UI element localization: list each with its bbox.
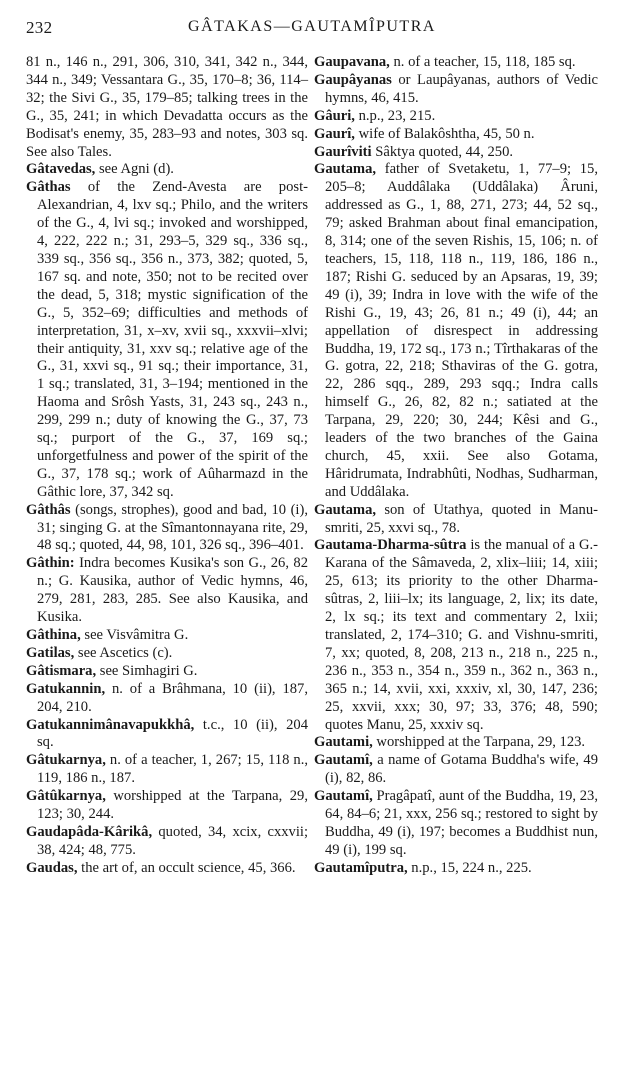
index-entry <box>314 72 598 108</box>
entry-text: a name of Gotama Buddha's wife, 49 (i), 82, 86. <box>325 752 598 787</box>
entry-headword: Gautama, <box>314 501 377 518</box>
left-column <box>26 54 308 878</box>
entry-headword: Gautamî, <box>314 788 373 805</box>
entry-text: n.p., 23, 215. <box>354 107 436 124</box>
entry-text: son of Utathya, quoted in Manu-smriti, 25, xxvi sq., 78. <box>325 501 598 536</box>
entry-text: 81 n., 146 n., 291, 306, 310, 341, 342 n., 344, 344 n., 349; Vessantara G., 35, 170–8; 36, 114–32; the Sivi G., 35, 179–85; talking trees in the G., 35, 241; in which Devadatta occurs as the Bodisat's enemy, 35, 283–93 and notes, 303 sq. See also Tales. <box>26 54 308 160</box>
index-entry <box>26 627 308 645</box>
entry-headword: Gaupavana, <box>314 54 390 70</box>
entry-text: wife of Balakôshtha, 45, 50 n. <box>354 125 535 142</box>
entry-text: or Laupâyanas, authors of Vedic hymns, 46, 415. <box>325 71 598 106</box>
index-entry <box>314 788 598 860</box>
entry-text: n. of a Brâhmana, 10 (ii), 187, 204, 210. <box>37 680 308 715</box>
entry-headword: Gautamî, <box>314 752 373 769</box>
entry-text: worshipped at the Tarpana, 29, 123; 30, 244. <box>37 788 308 823</box>
index-entry <box>26 502 308 556</box>
running-head: GÂTAKAS—GAUTAMÎPUTRA <box>188 18 436 35</box>
entry-text: of the Zend-Avesta are post-Alexandrian, 4, lxv sq.; Philo, and the writers of the G., 4, lvi sq.; invoked and worshipped, 4, 222, 222 n.; 31, 293–5, 329 sq., 336 sq., 339 sq., 356 sq., 356 n., 373, 382; quoted, 5, 167 sq. and note, 350; not to be recited over the dead, 5, 318; mystic signification of the G., 5, 352–69; difficulties and methods of interpretation, 31, x–xv, xvii sq., xxxvii–xlvi; their antiquity, 31, xxv sq.; relative age of the G., 31, xxvi sq., 91 sq.; their importance, 31, 1 sq.; translated, 31, 3–194; mentioned in the Haoma and Srôsh Yasts, 31, 243 sq., 243 n., 299, 299 n.; duty of knowing the G., 37, 73 sq.; purport of the G., 37, 169 sq.; unforgetfulness and power of the spirit of the G., 37, 178 sq.; work of Aûharmazd in the Gâthic lore, 37, 342 sq. <box>37 179 308 500</box>
entry-text: see Agni (d). <box>95 161 174 178</box>
index-entry <box>314 502 598 538</box>
entry-text: worshipped at the Tarpana, 29, 123. <box>372 734 586 751</box>
entry-headword: Gatukannimânavapukkhâ, <box>26 716 195 733</box>
index-entry <box>314 54 598 72</box>
entry-headword: Gatukannin, <box>26 680 106 697</box>
entry-text: Pragâpatî, aunt of the Buddha, 19, 23, 64, 84–6; 21, xxx, 256 sq.; restored to sight by Buddha, 49 (i), 197; becomes a Buddhist nun, 49 (i), 199 sq. <box>325 788 598 858</box>
entry-headword: Gâthâs <box>26 501 71 518</box>
entry-headword: Gâtukarnya, <box>26 752 106 769</box>
entry-text: (songs, strophes), good and bad, 10 (i), 31; singing G. at the Sîmantonnayana rite, 29, 48 sq.; quoted, 44, 98, 101, 326 sq., 396–401. <box>37 501 308 554</box>
index-columns <box>26 54 598 878</box>
index-entry <box>314 734 598 752</box>
entry-text: Indra becomes Kusika's son G., 26, 82 n.; G. Kausika, author of Vedic hymns, 46, 279, 281, 283, 285. See also Kausika, and Kusika. <box>37 555 308 626</box>
entry-headword: Gautama, <box>314 161 377 178</box>
entry-text: see Visvâmitra G. <box>80 627 189 643</box>
entry-text: see Ascetics (c). <box>74 644 173 661</box>
index-entry <box>26 681 308 717</box>
index-entry <box>314 161 598 501</box>
index-entry <box>314 126 598 144</box>
entry-headword: Gâuri, <box>314 107 355 124</box>
index-entry <box>26 860 308 878</box>
entry-text: n.p., 15, 224 n., 225. <box>407 859 532 876</box>
entry-text: quoted, 34, xcix, cxxvii; 38, 424; 48, 775. <box>37 823 308 858</box>
entry-text: see Simhagiri G. <box>96 662 198 679</box>
index-entry <box>314 752 598 788</box>
index-entry <box>26 555 308 627</box>
entry-headword: Gâtavedas, <box>26 161 96 178</box>
entry-text: is the manual of a G.-Karana of the Sâmaveda, 2, xlix–liii; 14, xiii; 25, 613; its priority to the other Dharma-sûtras, 2, liii–lx; its language, 2, lix; its date, 2, lx sq.; its text and commentary 2, lxii; translated, 2, 174–310; G. and Vishnu-smriti, 7, xx; quoted, 8, 208, 213 n., 218 n., 225 n., 236 n., 353 n., 354 n., 359 n., 362 n., 363 n., 365 n.; 14, xvii, xxi, xxxiv, xl, 30, 147, 236; 25, xxvii, xxx; 30, 97; 33, 376; 48, 590; quotes Manu, 25, xxxiv sq. <box>325 537 598 733</box>
entry-headword: Gâthas <box>26 179 71 196</box>
entry-text: n. of a teacher, 15, 118, 185 sq. <box>389 54 576 70</box>
entry-text: father of Svetaketu, 1, 77–9; 15, 205–8; Auddâlaka (Uddâlaka) Âruni, addressed as G., 1, 88, 271, 273; 44, 52 sq., 79; asked Brahman about final emancipation, 8, 314; one of the seven Rishis, 15, 106; n. of teachers, 15, 118, 118 n., 119, 186, 186 n., 187; Rishi G. seduced by an Apsaras, 19, 39; 49 (i), 39; Indra in love with the wife of the Rishi G., 19, 43; 26, 81 n.; 49 (i), 44; an appellation of disrespect in addressing Buddha, 19, 172 sq., 173 n.; Tîrthakaras of the G. gotra, 22, 218; Sthaviras of the G. gotra, 22, 286 sqq., 289, 293 sqq.; Indra calls himself G., 26, 82, 82 n.; satiated at the Tarpana, 29, 220; 30, 244; Kêsi and G., leaders of the two branches of the Gaina church, 45, xxii. See also Gotama, Hâridrumata, Indrabhûti, Nodhas, Sudharman, and Uddâlaka. <box>325 161 598 500</box>
index-entry <box>314 537 598 734</box>
index-entry <box>26 645 308 663</box>
entry-headword: Gâtismara, <box>26 662 97 679</box>
entry-headword: Gâthin: <box>26 555 75 572</box>
index-entry <box>26 752 308 788</box>
page-number: 232 <box>26 18 53 37</box>
entry-headword: Gâthina, <box>26 627 81 643</box>
entry-text: n. of a teacher, 1, 267; 15, 118 n., 119, 186 n., 187. <box>37 752 308 787</box>
right-column <box>314 54 598 878</box>
index-entry <box>314 108 598 126</box>
entry-headword: Gaudas, <box>26 859 78 876</box>
entry-headword: Gaupâyanas <box>314 71 392 88</box>
index-entry <box>26 663 308 681</box>
entry-headword: Gatilas, <box>26 644 75 661</box>
entry-headword: Gaurîviti <box>314 143 372 160</box>
entry-headword: Gaudapâda-Kârikâ, <box>26 823 153 840</box>
index-entry <box>314 144 598 162</box>
index-entry <box>26 717 308 753</box>
entry-headword: Gaurî, <box>314 125 355 142</box>
index-entry <box>26 824 308 860</box>
entry-headword: Gautami, <box>314 734 373 751</box>
index-entry <box>26 788 308 824</box>
entry-headword: Gautamîputra, <box>314 859 408 876</box>
entry-text: the art of, an occult science, 45, 366. <box>77 859 296 876</box>
entry-text: t.c., 10 (ii), 204 sq. <box>37 716 308 751</box>
page-header <box>26 18 598 42</box>
entry-headword: Gâtûkarnya, <box>26 788 106 805</box>
entry-headword: Gautama-Dharma-sûtra <box>314 537 467 554</box>
index-entry <box>26 161 308 179</box>
index-entry <box>26 179 308 501</box>
index-entry <box>314 860 598 878</box>
index-entry <box>26 54 308 161</box>
entry-text: Sâktya quoted, 44, 250. <box>371 143 514 160</box>
